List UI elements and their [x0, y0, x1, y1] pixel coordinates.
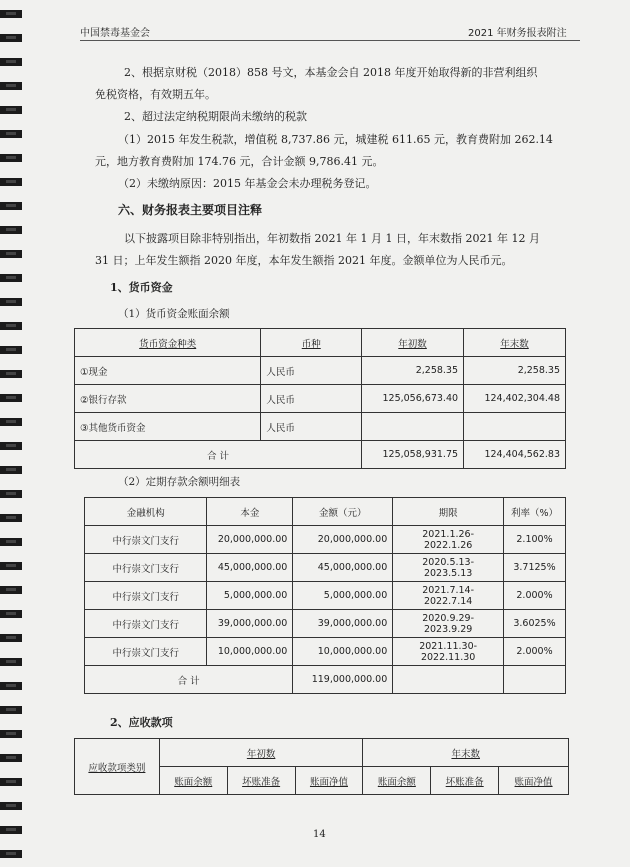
table-row-total [75, 441, 566, 469]
subsection-receivables: 2、应收款项 [110, 716, 173, 729]
fixed-deposit-table [84, 497, 566, 694]
deposit-principal: 10,000,000.00 [207, 638, 293, 666]
header-org: 中国禁毒基金会 [80, 28, 150, 39]
cash-type: ①现金 [75, 357, 261, 385]
deposit-principal: 20,000,000.00 [207, 526, 293, 554]
cash-end: 2,258.35 [464, 357, 566, 385]
receivables-table [74, 738, 569, 795]
page-number: 14 [313, 829, 326, 840]
deposit-bank: 中行崇文门支行 [85, 610, 207, 638]
deposit-header-amount: 金额（元） [293, 498, 393, 526]
paragraph-unpaid-reason: （2）未缴纳原因：2015 年基金会未办理税务登记。 [118, 177, 377, 190]
paragraph-disclosure-2: 31 日；上年发生额指 2020 年度，本年发生额指 2021 年度。金额单位为人民币元。 [95, 254, 513, 267]
header-divider [80, 40, 580, 41]
deposit-amount: 20,000,000.00 [293, 526, 393, 554]
cash-type: ③其他货币资金 [75, 413, 261, 441]
cash-balance-table [74, 328, 566, 469]
paragraph-disclosure-1: 以下披露项目除非特别指出，年初数指 2021 年 1 月 1 日，年末数指 2021 年 12 月 [124, 232, 540, 245]
deposit-rate: 3.7125% [504, 554, 566, 582]
deposit-bank: 中行崇文门支行 [85, 638, 207, 666]
deposit-bank: 中行崇文门支行 [85, 582, 207, 610]
paragraph-tax-exempt-1: 2、根据京财税（2018）858 号文，本基金会自 2018 年度开始取得新的非营利组织 [124, 66, 538, 79]
cash-type: ②银行存款 [75, 385, 261, 413]
paragraph-overdue-tax: 2、超过法定纳税期限尚未缴纳的税款 [124, 110, 307, 123]
cash-header-end: 年末数 [464, 329, 566, 357]
binding-holes [0, 0, 22, 867]
deposit-principal: 5,000,000.00 [207, 582, 293, 610]
deposit-header-rate: 利率（%） [504, 498, 566, 526]
paragraph-tax-detail-1: （1）2015 年发生税款，增值税 8,737.86 元，城建税 611.65 元，教育费附加 262.14 [118, 133, 553, 146]
table-row [75, 357, 566, 385]
receivable-col-net: 账面净值 [295, 767, 363, 795]
receivable-col-bad-debt: 坏账准备 [227, 767, 295, 795]
receivable-col-net: 账面净值 [499, 767, 569, 795]
deposit-header-principal: 本金 [207, 498, 293, 526]
cash-end: 124,402,304.48 [464, 385, 566, 413]
cash-begin: 2,258.35 [362, 357, 464, 385]
deposit-amount: 10,000,000.00 [293, 638, 393, 666]
table-row-total [85, 666, 566, 694]
deposit-rate: 2.100% [504, 526, 566, 554]
section-title-notes: 六、财务报表主要项目注释 [118, 203, 263, 217]
receivable-header-begin: 年初数 [159, 739, 363, 767]
cash-total-label: 合 计 [75, 441, 362, 469]
deposit-bank: 中行崇文门支行 [85, 554, 207, 582]
header-report-title: 2021 年财务报表附注 [468, 28, 567, 39]
cash-header-begin: 年初数 [362, 329, 464, 357]
deposit-rate: 2.000% [504, 582, 566, 610]
subsection-cash-balance: （1）货币资金账面余额 [118, 308, 230, 320]
deposit-term: 2020.9.29-2023.9.29 [393, 610, 504, 638]
cash-begin [362, 413, 464, 441]
cash-total-end: 124,404,562.83 [464, 441, 566, 469]
table-row [85, 638, 566, 666]
table-row [85, 554, 566, 582]
deposit-amount: 39,000,000.00 [293, 610, 393, 638]
cash-currency: 人民币 [261, 357, 362, 385]
deposit-term: 2021.7.14-2022.7.14 [393, 582, 504, 610]
table-row [85, 610, 566, 638]
deposit-principal: 45,000,000.00 [207, 554, 293, 582]
deposit-header-term: 期限 [393, 498, 504, 526]
paragraph-tax-detail-2: 元，地方教育费附加 174.76 元，合计金额 9,786.41 元。 [95, 155, 384, 168]
table-row [85, 526, 566, 554]
receivable-col-balance: 账面余额 [159, 767, 227, 795]
deposit-total-empty [393, 666, 504, 694]
receivable-header-end: 年末数 [363, 739, 569, 767]
deposit-term: 2021.11.30-2022.11.30 [393, 638, 504, 666]
table-row [75, 413, 566, 441]
deposit-total-label: 合 计 [85, 666, 293, 694]
subsection-cash: 1、货币资金 [110, 281, 173, 294]
deposit-amount: 45,000,000.00 [293, 554, 393, 582]
receivable-col-balance: 账面余额 [363, 767, 431, 795]
table-row [85, 582, 566, 610]
deposit-term: 2020.5.13-2023.5.13 [393, 554, 504, 582]
cash-header-currency: 币种 [261, 329, 362, 357]
receivable-header-category: 应收款项类别 [75, 739, 160, 795]
cash-header-type: 货币资金种类 [75, 329, 261, 357]
deposit-rate: 2.000% [504, 638, 566, 666]
cash-currency: 人民币 [261, 385, 362, 413]
paragraph-tax-exempt-2: 免税资格，有效期五年。 [95, 88, 216, 101]
deposit-header-bank: 金融机构 [85, 498, 207, 526]
deposit-rate: 3.6025% [504, 610, 566, 638]
cash-end [464, 413, 566, 441]
deposit-total-empty [504, 666, 566, 694]
cash-begin: 125,056,673.40 [362, 385, 464, 413]
deposit-principal: 39,000,000.00 [207, 610, 293, 638]
deposit-bank: 中行崇文门支行 [85, 526, 207, 554]
cash-currency: 人民币 [261, 413, 362, 441]
deposit-amount: 5,000,000.00 [293, 582, 393, 610]
deposit-total-amount: 119,000,000.00 [293, 666, 393, 694]
cash-total-begin: 125,058,931.75 [362, 441, 464, 469]
table-row [75, 385, 566, 413]
deposit-term: 2021.1.26-2022.1.26 [393, 526, 504, 554]
subsection-fixed-deposit: （2）定期存款余额明细表 [118, 476, 241, 488]
receivable-col-bad-debt: 坏账准备 [431, 767, 499, 795]
